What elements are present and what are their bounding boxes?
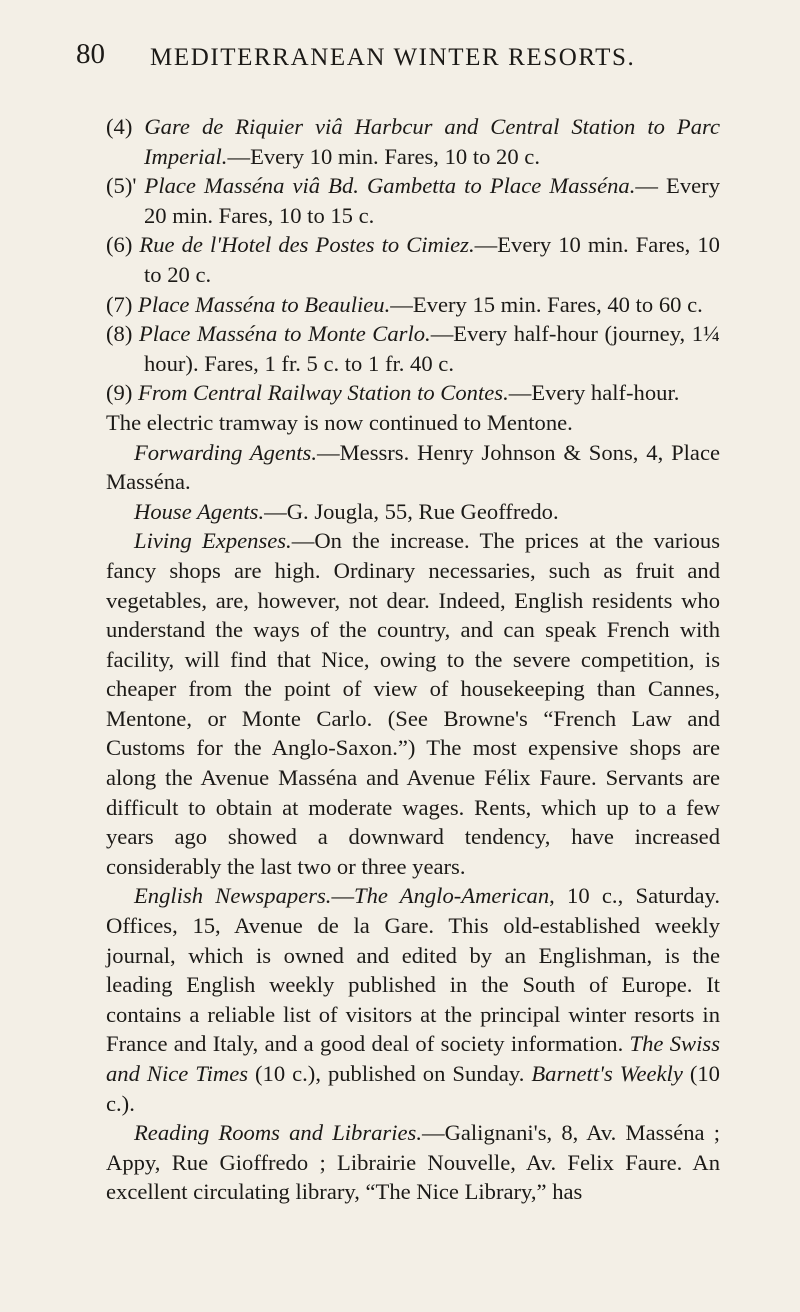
route-title: Place Masséna to Monte Carlo. [138, 321, 431, 347]
route-text: —Every half-hour. [508, 380, 680, 406]
house-agents-paragraph: House Agents.—G. Jougla, 55, Rue Geoffredo. [134, 498, 559, 524]
route-entry: (8) Place Masséna to Monte Carlo.—Every half-hour (journey, 1¼ hour). Fares, 1 fr. 5 c. to 1 fr. 40 c. [106, 321, 720, 376]
newspaper-title: The Anglo-American [354, 883, 550, 909]
section-heading: Reading Rooms and Libraries. [134, 1120, 422, 1146]
english-newspapers-paragraph: English Newspapers.—The Anglo-American, 10 c., Saturday. Offices, 15, Avenue de la Gare. This old-established weekly journal, which is owned and edited by an Englishman, is the leading English weekly published in the South of Europe. It contains a reliable list of visitors at the principal winter resorts in France and Italy, and a good deal of society information. The Swiss and Nice Times (10 c.), published on Sunday. Barnett's Weekly (10 c.). [106, 883, 720, 1116]
route-title: Place Masséna viâ Bd. Gambetta to Place Masséna. [144, 173, 636, 199]
running-title: MEDITERRANEAN WINTER RESORTS. [150, 44, 636, 71]
route-text: —Every 10 min. Fares, 10 to 20 c. [144, 232, 720, 287]
route-text: — Every 20 min. Fares, 10 to 15 c. [144, 173, 720, 228]
section-heading: Living Expenses. [134, 528, 292, 554]
forwarding-agents-paragraph: Forwarding Agents.—Messrs. Henry Johnson & Sons, 4, Place Masséna. [106, 439, 721, 495]
section-heading: House Agents. [134, 498, 265, 524]
route-text: —Every 10 min. Fares, 10 to 20 c. [227, 143, 540, 169]
page-body [106, 112, 720, 1207]
newspaper-title: The Swiss and Nice Times [106, 1031, 720, 1086]
route-text: —Every half-hour (journey, 1¼ hour). Fares, 1 fr. 5 c. to 1 fr. 40 c. [144, 321, 720, 376]
living-expenses-paragraph: Living Expenses.—On the increase. The prices at the various fancy shops are high. Ordinary necessaries, such as fruit and vegetables, are, however, not dear. Indeed, English residents who understand the ways of the country, and can speak French with facility, will find that Nice, owing to the severe competition, is cheaper from the point of view of housekeeping than Cannes, Mentone, or Monte Carlo. (See Browne's “French Law and Customs for the Anglo-Saxon.”) The most expensive shops are along the Avenue Masséna and Avenue Félix Faure. Servants are difficult to obtain at moderate wages. Rents, which up to a few years ago showed a downward tendency, have increased considerably the last two or three years. [106, 528, 721, 879]
route-entry: (7) Place Masséna to Beaulieu.—Every 15 min. Fares, 40 to 60 c. [106, 291, 703, 317]
section-heading: Forwarding Agents. [134, 439, 317, 465]
section-heading: English Newspapers. [134, 883, 332, 909]
page-number: 80 [76, 38, 105, 70]
tramway-note: The electric tramway is now continued to Mentone. [106, 409, 573, 435]
route-entry: (9) From Central Railway Station to Contes.—Every half-hour. [106, 380, 680, 406]
route-text: —Every 15 min. Fares, 40 to 60 c. [390, 291, 703, 317]
newspaper-title: Barnett's Weekly [531, 1061, 683, 1086]
route-entry: (6) Rue de l'Hotel des Postes to Cimiez.—Every 10 min. Fares, 10 to 20 c. [106, 232, 720, 287]
route-title: Gare de Riquier viâ Harbcur and Central Station to Parc Imperial. [144, 114, 720, 169]
route-title: Rue de l'Hotel des Postes to Cimiez. [139, 232, 475, 258]
route-entry: (5)' Place Masséna viâ Bd. Gambetta to Place Masséna.— Every 20 min. Fares, 10 to 15 c. [106, 173, 720, 228]
route-title: From Central Railway Station to Contes. [138, 380, 509, 406]
page-header [0, 20, 800, 72]
reading-rooms-paragraph: Reading Rooms and Libraries.—Galignani's, 8, Av. Masséna ; Appy, Rue Gioffredo ; Librairie Nouvelle, Av. Felix Faure. An excellent circulating library, “The Nice Library,” has [106, 1120, 720, 1205]
route-title: Place Masséna to Beaulieu. [138, 291, 391, 317]
route-entry: (4) Gare de Riquier viâ Harbcur and Central Station to Parc Imperial.—Every 10 min. Fares, 10 to 20 c. [106, 114, 720, 169]
